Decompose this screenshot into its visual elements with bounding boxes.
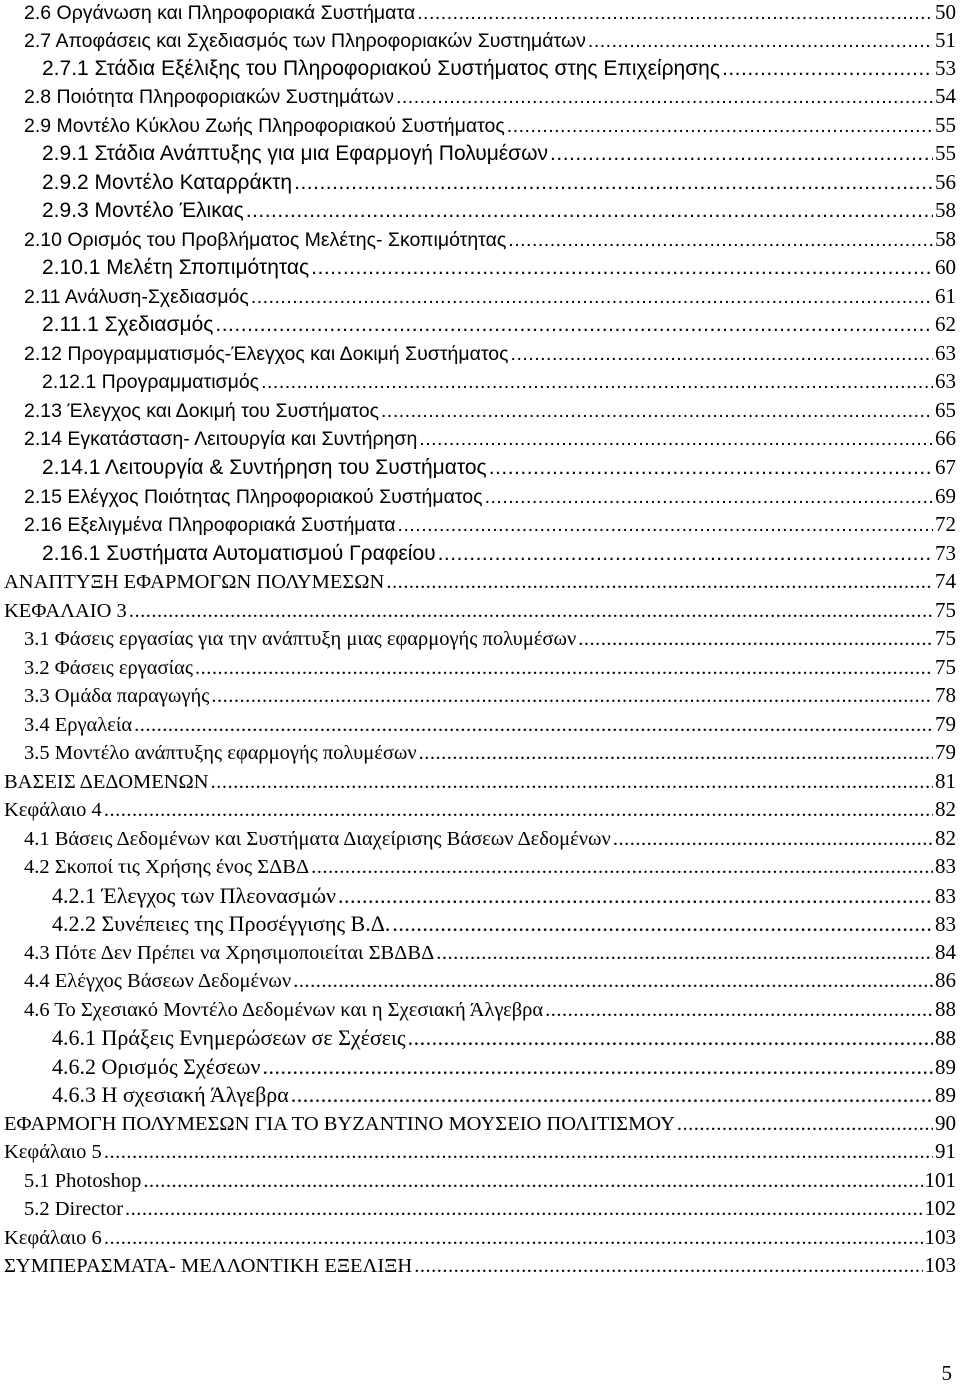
toc-dot-leader <box>246 199 933 223</box>
toc-entry-page: 53 <box>935 56 956 80</box>
toc-dot-leader <box>311 256 933 280</box>
toc-dot-leader <box>104 1227 923 1250</box>
toc-entry-title: ΣΥΜΠΕΡΑΣΜΑΤΑ- ΜΕΛΛΟΝΤΙΚΗ ΕΞΕΛΙΞΗ <box>4 1255 413 1277</box>
toc-entry <box>42 141 956 169</box>
toc-entry-page: 91 <box>935 1139 956 1163</box>
toc-entry-page: 62 <box>935 312 956 336</box>
toc-entry-title: Κεφάλαιο 6 <box>4 1227 102 1249</box>
toc-dot-leader <box>417 2 933 25</box>
toc-dot-leader <box>722 57 933 81</box>
toc-dot-leader <box>143 1170 922 1193</box>
toc-entry-title: 2.14 Εγκατάσταση- Λειτουργία και Συντήρηση <box>24 428 418 450</box>
toc-entry-page: 75 <box>935 598 956 622</box>
toc-dot-leader <box>195 657 933 680</box>
toc-dot-leader <box>261 371 933 394</box>
toc-dot-leader <box>419 742 933 765</box>
toc-entry-title: 2.12.1 Προγραμματισμός <box>42 371 260 393</box>
toc-entry <box>24 940 956 968</box>
toc-entry <box>42 541 956 569</box>
toc-dot-leader <box>381 400 933 423</box>
toc-entry-page: 63 <box>935 369 956 393</box>
toc-entry-title: ΕΦΑΡΜΟΓΗ ΠΟΛΥΜΕΣΩΝ ΓΙΑ ΤΟ ΒΥΖΑΝΤΙΝΟ ΜΟΥΣΕΙΟ ΠΟΛΙΤΙΣΜΟΥ <box>4 1113 675 1135</box>
toc-entry <box>4 797 956 825</box>
toc-entry <box>24 712 956 740</box>
toc-entry-title: 2.9 Μοντέλο Κύκλου Ζωής Πληροφοριακού Συστήματος <box>24 115 505 137</box>
toc-entry <box>42 455 956 483</box>
toc-entry-page: 74 <box>935 569 956 593</box>
toc-entry-title: 2.12 Προγραμματισμός-Έλεγχος και Δοκιμή Συστήματος <box>24 343 509 365</box>
toc-dot-leader <box>578 628 933 651</box>
page-number: 5 <box>941 1361 952 1385</box>
toc-entry-title: 4.3 Πότε Δεν Πρέπει να Χρησιμοποιείται ΣΒΔΒΔ <box>24 942 435 964</box>
toc-entry-page: 54 <box>935 84 956 108</box>
toc-entry-page: 101 <box>924 1168 956 1192</box>
toc-entry-page: 84 <box>935 940 956 964</box>
toc-entry-page: 103 <box>924 1253 956 1277</box>
toc-dot-leader <box>419 428 933 451</box>
toc-dot-leader <box>104 799 933 822</box>
toc-entry-title: 2.15 Ελέγχος Ποιότητας Πληροφοριακού Συστήματος <box>24 486 483 508</box>
toc-entry <box>4 1225 956 1253</box>
toc-dot-leader <box>293 970 933 993</box>
toc-dot-leader <box>545 999 933 1022</box>
toc-dot-leader <box>129 600 933 623</box>
toc-entry-page: 89 <box>935 1055 956 1079</box>
toc-dot-leader <box>134 714 933 737</box>
toc-entry <box>24 1168 956 1196</box>
toc-dot-leader <box>438 542 933 566</box>
toc-entry <box>52 1025 956 1053</box>
toc-entry <box>4 1139 956 1167</box>
toc-dot-leader <box>550 142 933 166</box>
toc-dot-leader <box>414 1255 922 1278</box>
toc-entry-page: 51 <box>935 28 956 52</box>
toc-entry-title: ΒΑΣΕΙΣ ΔΕΔΟΜΕΝΩΝ <box>4 771 209 793</box>
toc-entry <box>4 1111 956 1139</box>
toc-entry-title: 4.1 Βάσεις Δεδομένων και Συστήματα Διαχείρισης Βάσεων Δεδομένων <box>24 828 611 850</box>
toc-dot-leader <box>507 115 933 138</box>
toc-entry-title: 3.3 Ομάδα παραγωγής <box>24 685 210 707</box>
toc-entry-page: 103 <box>924 1225 956 1249</box>
toc-dot-leader <box>613 828 933 851</box>
toc-entry-title: 5.2 Director <box>24 1198 124 1220</box>
toc-entry-page: 58 <box>935 198 956 222</box>
toc-dot-leader <box>291 1082 933 1108</box>
toc-entry <box>24 398 956 426</box>
toc-entry-title: 4.6 Το Σχεσιακό Μοντέλο Δεδομένων και η Σχεσιακή Άλγεβρα <box>24 999 544 1021</box>
toc-dot-leader <box>386 571 933 594</box>
toc-entry <box>52 883 956 911</box>
toc-entry <box>42 312 956 340</box>
toc-dot-leader <box>485 486 933 509</box>
toc-entry <box>24 84 956 112</box>
toc-entry-page: 65 <box>935 398 956 422</box>
toc-entry-page: 55 <box>935 113 956 137</box>
toc-dot-leader <box>511 343 933 366</box>
toc-entry <box>24 997 956 1025</box>
toc-entry-page: 83 <box>935 884 956 908</box>
toc-dot-leader <box>408 1025 933 1051</box>
toc-dot-leader <box>211 771 933 794</box>
toc-entry-page: 89 <box>935 1083 956 1107</box>
toc-entry-page: 50 <box>935 0 956 24</box>
toc-entry-page: 75 <box>935 655 956 679</box>
toc-dot-leader <box>588 30 933 53</box>
toc-entry <box>24 1196 956 1224</box>
toc-entry <box>24 227 956 255</box>
toc-dot-leader <box>396 86 933 109</box>
toc-entry <box>4 569 956 597</box>
toc-dot-leader <box>392 911 933 937</box>
toc-entry-title: 2.8 Ποιότητα Πληροφοριακών Συστημάτων <box>24 86 394 108</box>
toc-entry-page: 63 <box>935 341 956 365</box>
toc-entry-page: 82 <box>935 797 956 821</box>
toc-entry <box>24 826 956 854</box>
toc-entry-page: 79 <box>935 712 956 736</box>
toc-entry-title: 4.6.1 Πράξεις Ενημερώσεων σε Σχέσεις <box>52 1025 406 1050</box>
toc-entry-title: 2.13 Έλεγχος και Δοκιμή του Συστήματος <box>24 400 379 422</box>
toc-entry-title: Κεφάλαιο 5 <box>4 1141 102 1163</box>
toc-entry-page: 67 <box>935 455 956 479</box>
toc-entry <box>24 341 956 369</box>
toc-dot-leader <box>489 456 933 480</box>
toc-entry-title: 2.7.1 Στάδια Εξέλιξης του Πληροφοριακού Συστήματος στης Επιχείρησης <box>42 57 720 80</box>
toc-entry-page: 72 <box>935 512 956 536</box>
toc-entry <box>24 28 956 56</box>
toc-dot-leader <box>211 685 933 708</box>
toc-entry-title: 4.4 Ελέγχος Βάσεων Δεδομένων <box>24 970 292 992</box>
toc-entry-title: ΚΕΦΑΛΑΙΟ 3 <box>4 600 127 622</box>
toc-entry-page: 79 <box>935 740 956 764</box>
toc-entry-page: 66 <box>935 426 956 450</box>
toc-entry-page: 60 <box>935 255 956 279</box>
toc-entry <box>24 854 956 882</box>
toc-dot-leader <box>338 883 933 909</box>
toc-entry <box>24 512 956 540</box>
toc-entry <box>24 426 956 454</box>
toc-entry-title: 2.6 Οργάνωση και Πληροφοριακά Συστήματα <box>24 2 416 24</box>
toc-entry-title: 4.6.2 Ορισμός Σχέσεων <box>52 1054 261 1079</box>
toc-entry-title: 2.11 Ανάλυση-Σχεδιασμός <box>24 286 249 308</box>
toc-entry-page: 86 <box>935 968 956 992</box>
toc-entry-page: 83 <box>935 912 956 936</box>
toc-entry-title: 2.16.1 Συστήματα Αυτοματισμού Γραφείου <box>42 542 436 565</box>
toc-entry-title: 4.2.1 Έλεγχος των Πλεονασμών <box>52 883 337 908</box>
toc-entry-page: 82 <box>935 826 956 850</box>
toc-dot-leader <box>294 171 933 195</box>
toc-entry <box>42 170 956 198</box>
toc-entry-title: 2.10 Ορισμός του Προβλήματος Μελέτης- Σκοπιμότητας <box>24 229 507 251</box>
toc-entry <box>4 598 956 626</box>
toc-entry <box>24 683 956 711</box>
toc-entry-title: 2.10.1 Μελέτη Σποπιμότητας <box>42 256 310 279</box>
toc-dot-leader <box>677 1113 933 1136</box>
toc-entry <box>24 113 956 141</box>
toc-entry <box>52 1054 956 1082</box>
toc-entry-title: 3.1 Φάσεις εργασίας για την ανάπτυξη μιας εφαρμογής πολυμέσων <box>24 628 577 650</box>
toc-entry-page: 78 <box>935 683 956 707</box>
toc-entry <box>42 198 956 226</box>
toc-entry <box>4 1253 956 1281</box>
toc-dot-leader <box>398 514 933 537</box>
toc-entry-title: 4.2 Σκοποί τις Χρήσης ένος ΣΔΒΔ <box>24 856 310 878</box>
toc-entry-title: 4.2.2 Συνέπειες της Προσέγγισης Β.Δ. <box>52 911 391 936</box>
toc-entry-page: 73 <box>935 541 956 565</box>
toc-entry-title: 5.1 Photoshop <box>24 1170 142 1192</box>
toc-dot-leader <box>215 313 933 337</box>
toc-entry-title: 3.5 Μοντέλο ανάπτυξης εφαρμογής πολυμέσων <box>24 742 417 764</box>
toc-entry-page: 55 <box>935 141 956 165</box>
toc-dot-leader <box>125 1198 922 1221</box>
toc-dot-leader <box>508 229 933 252</box>
toc-entry-title: ΑΝΑΠΤΥΞΗ ΕΦΑΡΜΟΓΩΝ ΠΟΛΥΜΕΣΩΝ <box>4 571 385 593</box>
toc-entry-page: 69 <box>935 484 956 508</box>
toc-entry-title: 3.4 Εργαλεία <box>24 714 133 736</box>
toc-entry <box>24 284 956 312</box>
toc-entry-page: 88 <box>935 997 956 1021</box>
toc-entry <box>52 1082 956 1110</box>
toc-entry <box>42 369 956 397</box>
toc-entry-title: 2.9.2 Μοντέλο Καταρράκτη <box>42 171 293 194</box>
toc-entry-title: 4.6.3 Η σχεσιακή Άλγεβρα <box>52 1082 289 1107</box>
toc-entry-title: 2.11.1 Σχεδιασμός <box>42 313 214 336</box>
toc-entry-page: 83 <box>935 854 956 878</box>
toc-entry <box>24 0 956 28</box>
toc-entry <box>4 769 956 797</box>
toc-entry-page: 88 <box>935 1026 956 1050</box>
toc-entry <box>42 56 956 84</box>
toc-entry-title: 3.2 Φάσεις εργασίας <box>24 657 193 679</box>
toc-entry <box>42 255 956 283</box>
toc-entry-title: 2.7 Αποφάσεις και Σχεδιασμός των Πληροφοριακών Συστημάτων <box>24 30 586 52</box>
toc-entry <box>24 968 956 996</box>
toc-entry <box>24 740 956 768</box>
toc-entry-title: 2.16 Εξελιγμένα Πληροφοριακά Συστήματα <box>24 514 396 536</box>
toc-entry <box>24 626 956 654</box>
toc-entry <box>52 911 956 939</box>
toc-entry <box>24 655 956 683</box>
toc-entry-title: Κεφάλαιο 4 <box>4 799 102 821</box>
toc-dot-leader <box>436 942 933 965</box>
toc-dot-leader <box>311 856 933 879</box>
toc-entry-page: 56 <box>935 170 956 194</box>
toc-entry-page: 102 <box>924 1196 956 1220</box>
toc-entry-title: 2.9.1 Στάδια Ανάπτυξης για μια Εφαρμογή Πολυμέσων <box>42 142 549 165</box>
toc-dot-leader <box>251 286 933 309</box>
toc-entry <box>24 484 956 512</box>
toc-entry-title: 2.14.1 Λειτουργία & Συντήρηση του Συστήματος <box>42 456 487 479</box>
toc-entry-page: 75 <box>935 626 956 650</box>
toc-dot-leader <box>262 1054 933 1080</box>
toc-entry-page: 81 <box>935 769 956 793</box>
toc-dot-leader <box>104 1141 933 1164</box>
toc-entry-page: 61 <box>935 284 956 308</box>
toc-entry-page: 90 <box>935 1111 956 1135</box>
toc-entry-title: 2.9.3 Μοντέλο Έλικας <box>42 199 244 222</box>
toc-entry-page: 58 <box>935 227 956 251</box>
